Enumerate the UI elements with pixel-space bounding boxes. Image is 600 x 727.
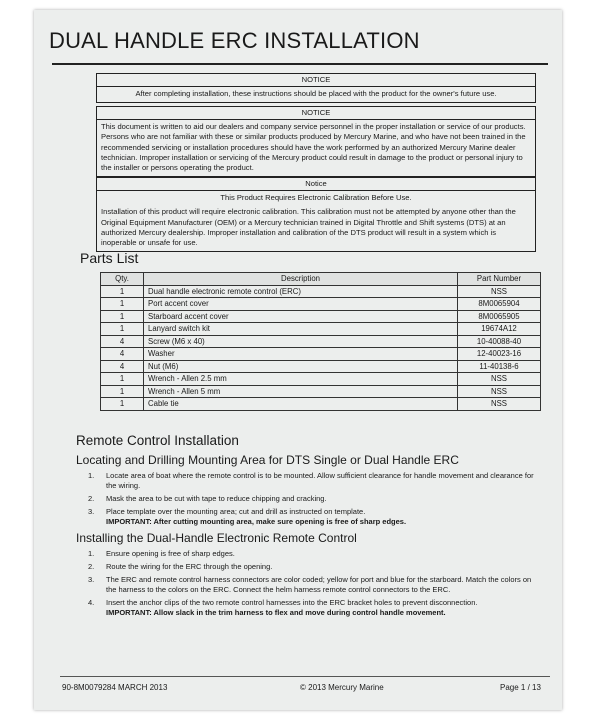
- installing-heading: Installing the Dual-Handle Electronic Remote Control: [76, 531, 357, 545]
- table-row: [101, 310, 541, 323]
- cell-description: Screw (M6 x 40): [144, 335, 458, 348]
- important-note: IMPORTANT: Allow slack in the trim harness to flex and move during control handle movement.: [106, 608, 446, 617]
- footer-copyright: © 2013 Mercury Marine: [300, 683, 384, 692]
- table-row: [101, 360, 541, 373]
- list-item: [88, 575, 536, 595]
- cell-description: Lanyard switch kit: [144, 323, 458, 336]
- cell-part-number: NSS: [458, 373, 541, 386]
- notice-heading: NOTICE: [97, 107, 535, 120]
- cell-qty: 4: [101, 348, 144, 361]
- cell-part-number: NSS: [458, 398, 541, 411]
- step-number: 2.: [88, 562, 95, 571]
- cell-part-number: 19674A12: [458, 323, 541, 336]
- list-item: [88, 507, 536, 517]
- step-text: Insert the anchor clips of the two remote control harnesses into the ERC bracket holes to prevent disconnection.: [106, 598, 478, 607]
- list-item: [88, 598, 536, 608]
- footer-doc-number: 90-8M0079284 MARCH 2013: [62, 683, 168, 692]
- column-header-part-number: Part Number: [458, 273, 541, 286]
- locating-steps: [88, 471, 536, 530]
- cell-qty: 1: [101, 323, 144, 336]
- cell-part-number: 12-40023-16: [458, 348, 541, 361]
- table-row: [101, 285, 541, 298]
- cell-qty: 4: [101, 360, 144, 373]
- step-text: Route the wiring for the ERC through the opening.: [106, 562, 273, 571]
- cell-qty: 1: [101, 373, 144, 386]
- cell-description: Washer: [144, 348, 458, 361]
- cell-qty: 1: [101, 298, 144, 311]
- remote-control-heading: Remote Control Installation: [76, 433, 239, 448]
- cell-qty: 4: [101, 335, 144, 348]
- cell-qty: 1: [101, 398, 144, 411]
- cell-description: Dual handle electronic remote control (ERC): [144, 285, 458, 298]
- step-number: 2.: [88, 494, 95, 503]
- step-text: The ERC and remote control harness connectors are color coded; yellow for port and blue for the starboard. Match the colors on the harness to the colors on the ERC. Connect the helm harness remote control connectors to the ERC.: [106, 575, 532, 594]
- step-text: Ensure opening is free of sharp edges.: [106, 549, 235, 558]
- step-text: Place template over the mounting area; cut and drill as instructed on template.: [106, 507, 366, 516]
- list-item: [88, 471, 536, 491]
- table-header-row: [101, 273, 541, 286]
- column-header-qty: Qty.: [101, 273, 144, 286]
- cell-description: Port accent cover: [144, 298, 458, 311]
- cell-description: Cable tie: [144, 398, 458, 411]
- notice-heading: Notice: [97, 178, 535, 191]
- table-row: [101, 373, 541, 386]
- step-number: 3.: [88, 507, 95, 516]
- cell-description: Starboard accent cover: [144, 310, 458, 323]
- notice-service: [96, 106, 536, 177]
- parts-table: [100, 272, 541, 411]
- installing-steps: [88, 549, 536, 621]
- cell-part-number: 10-40088-40: [458, 335, 541, 348]
- cell-description: Wrench - Allen 2.5 mm: [144, 373, 458, 386]
- cell-part-number: 11-40138-6: [458, 360, 541, 373]
- list-item: [88, 562, 536, 572]
- locating-heading: Locating and Drilling Mounting Area for DTS Single or Dual Handle ERC: [76, 453, 459, 467]
- parts-list-heading: Parts List: [80, 250, 139, 266]
- list-item: [88, 549, 536, 559]
- cell-qty: 1: [101, 385, 144, 398]
- footer-divider: [60, 676, 550, 677]
- table-row: [101, 298, 541, 311]
- cell-description: Nut (M6): [144, 360, 458, 373]
- notice-calibration: [96, 177, 536, 252]
- page-title: DUAL HANDLE ERC INSTALLATION: [49, 28, 420, 53]
- cell-part-number: NSS: [458, 285, 541, 298]
- table-row: [101, 335, 541, 348]
- step-number: 1.: [88, 471, 95, 480]
- table-row: [101, 348, 541, 361]
- cell-qty: 1: [101, 310, 144, 323]
- column-header-description: Description: [144, 273, 458, 286]
- notice-owner: [96, 73, 536, 103]
- cell-part-number: NSS: [458, 385, 541, 398]
- notice-subheading: This Product Requires Electronic Calibration Before Use.: [220, 193, 412, 203]
- table-row: [101, 323, 541, 336]
- step-number: 4.: [88, 598, 95, 607]
- table-row: [101, 398, 541, 411]
- cell-qty: 1: [101, 285, 144, 298]
- step-number: 1.: [88, 549, 95, 558]
- step-text: Locate area of boat where the remote control is to be mounted. Allow sufficient clearance for handle movement and clearance for the wiring.: [106, 471, 534, 490]
- footer-page-number: Page 1 / 13: [500, 683, 541, 692]
- important-note: IMPORTANT: After cutting mounting area, make sure opening is free of sharp edges.: [106, 517, 407, 526]
- cell-description: Wrench - Allen 5 mm: [144, 385, 458, 398]
- notice-body: Installation of this product will require electronic calibration. This calibration must not be attempted by anyone other than the Original Equipment Manufacturer (OEM) or a Mercury technician trained in Digital Throttle and Shift systems (DTS) at an authorized Mercury dealership. Improper installation and calibration of the DTS product will result in a system which is inoperable or unsafe for use.: [101, 207, 516, 248]
- table-row: [101, 385, 541, 398]
- list-item: [88, 494, 536, 504]
- title-underline: [52, 63, 548, 65]
- cell-part-number: 8M0065905: [458, 310, 541, 323]
- notice-body: After completing installation, these instructions should be placed with the product for the owner's future use.: [135, 89, 497, 99]
- step-number: 3.: [88, 575, 95, 584]
- step-text: Mask the area to be cut with tape to reduce chipping and cracking.: [106, 494, 327, 503]
- notice-body: This document is written to aid our dealers and company service personnel in the proper installation or service of our products. Persons who are not familiar with these or similar products produced by Mercury Marine, and who have not been trained in the recommended servicing or installation procedures should have the work performed by an authorized Mercury Marine dealer technician. Improper installation or servicing of the Mercury product could result in damage to the product or personal injury to the installer or persons operating the product.: [101, 122, 526, 173]
- notice-heading: NOTICE: [97, 74, 535, 87]
- cell-part-number: 8M0065904: [458, 298, 541, 311]
